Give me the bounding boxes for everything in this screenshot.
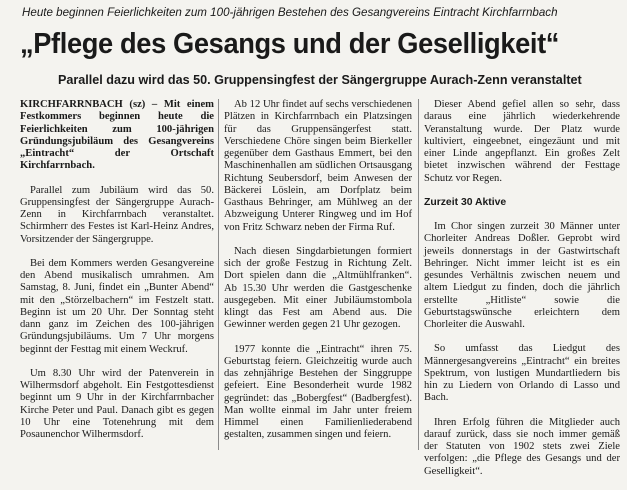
paragraph: Ihren Erfolg führen die Mitglieder auch darauf zurück, dass sie noch immer gemäß der Statuten von 1902 stets zwei Ziele verfolgen: „die Pflege des Gesangs und der Geselligkeit“.: [424, 416, 620, 477]
section-subheading: Zurzeit 30 Aktive: [424, 196, 507, 208]
column-divider: [218, 99, 219, 450]
paragraph: Bei dem Kommers werden Gesangvereine den Abend musikalisch umrahmen. Am Samstag, 8. Juni, findet ein „Bunter Abend“ mit den „Störzelbachern“ im Festzelt statt. Beginn ist um 20 Uhr. Der Sonntag steht dann ganz im Zeichen des 100-jährigen Gründungsjubiläums. Um 7 Uhr morgens beginnt der Festtag mit einem Weckruf.: [20, 257, 214, 355]
subheadline: Parallel dazu wird das 50. Gruppensingfest der Sängergruppe Aurach-Zenn veranstaltet: [58, 73, 582, 87]
paragraph: 1977 konnte die „Eintracht“ ihren 75. Geburtstag feiern. Gleichzeitig wurde auch das zehnjährige Bestehen der Singgruppe gefeiert. Eine Besonderheit wurde 1982 gegründet: das „Bobergfest“ (Badbergfest). Man wollte einmal im Jahr unter freiem Himmel einen Familienliederabend gestalten, zusammen singen und feiern.: [224, 343, 412, 441]
paragraph: Parallel zum Jubiläum wird das 50. Gruppensingfest der Sängergruppe Aurach-Zenn in Kirchfarrnbach veranstaltet. Schirmherr des Festes ist Karl-Heinz Andres, Vorsitzender der Sängergruppe.: [20, 184, 214, 245]
lead-paragraph: KIRCHFARRNBACH (sz) – Mit einem Festkommers beginnen heute die Feierlichkeiten zum 100-jährigen Gründungsjubiläum des Gesangvereins „Eintracht“ der Ortschaft Kirchfarrnbach.: [20, 99, 214, 172]
paragraph: Ab 12 Uhr findet auf sechs verschiedenen Plätzen in Kirchfarrnbach ein Platzsingen für das Gruppensängerfest statt. Verschiedene Chöre singen beim Bierkeller gegenüber dem Gasthaus Emmert, bei den Maschinenhallen am südlichen Ortsausgang Richtung Seubersdorf, beim Anwesen der Bäckerei Löslein, am Dorfplatz beim Gasthaus Behringer, am Mühlweg an der Abzweigung Unterer Ringweg und im Hof von Fritz Schwarz neben der Firma Ruf.: [224, 99, 412, 233]
paragraph: Dieser Abend gefiel allen so sehr, dass daraus eine jährlich wiederkehrende Veranstaltung wurde. Der Platz wurde kultiviert, eingeebnet, eingezäunt und mit einer Linde angepflanzt. Ein großes Zelt bietet inzwischen während der Festtage Schutz vor Regen.: [424, 99, 620, 184]
article-column-1: [20, 99, 214, 453]
paragraph: Im Chor singen zurzeit 30 Männer unter Chorleiter Andreas Doßler. Geprobt wird jeweils donnerstags in der Gastwirtschaft Behringer. Nicht immer leicht ist es ein gesundes Verhältnis zwischen neuem und altem Liedgut zu finden, doch die jährlich erstellte „Hitliste“ sowie die Geburtstagswünsche erleichtern dem Chorleiter die Auswahl.: [424, 221, 620, 330]
headline: „Pflege des Gesangs und der Geselligkeit“: [20, 28, 560, 60]
article-column-2: [224, 99, 412, 454]
paragraph: Nach diesen Singdarbietungen formiert sich der große Festzug in Richtung Zelt. Dort spielen dann die „Altmühlfranken“. Ab 15.30 Uhr werden die Gastgeschenke ausgegeben. Mit einer Jubiläumstombola klingt das Fest am Abend aus. Die Gewinner werden gegen 21 Uhr gezogen.: [224, 245, 412, 331]
paragraph: So umfasst das Liedgut des Männergesangvereins „Eintracht“ ein breites Spektrum, von lustigen Mundartliedern bis hin zu Liedern von Orlando di Lasso und Bach.: [424, 343, 620, 404]
column-divider: [418, 99, 419, 450]
kicker-line: Heute beginnen Feierlichkeiten zum 100-jährigen Bestehen des Gesangvereins Eintracht Kirchfarrnbach: [22, 6, 558, 19]
article-column-3: [424, 99, 620, 490]
paragraph: Um 8.30 Uhr wird der Patenverein in Wilhermsdorf abgeholt. Ein Festgottesdienst beginnt um 9 Uhr in der Kirchfarrnbacher Kirche Peter und Paul. Danach gibt es gegen 10 Uhr eine Totenehrung mit dem Posaunenchor Wilhermsdorf.: [20, 367, 214, 440]
